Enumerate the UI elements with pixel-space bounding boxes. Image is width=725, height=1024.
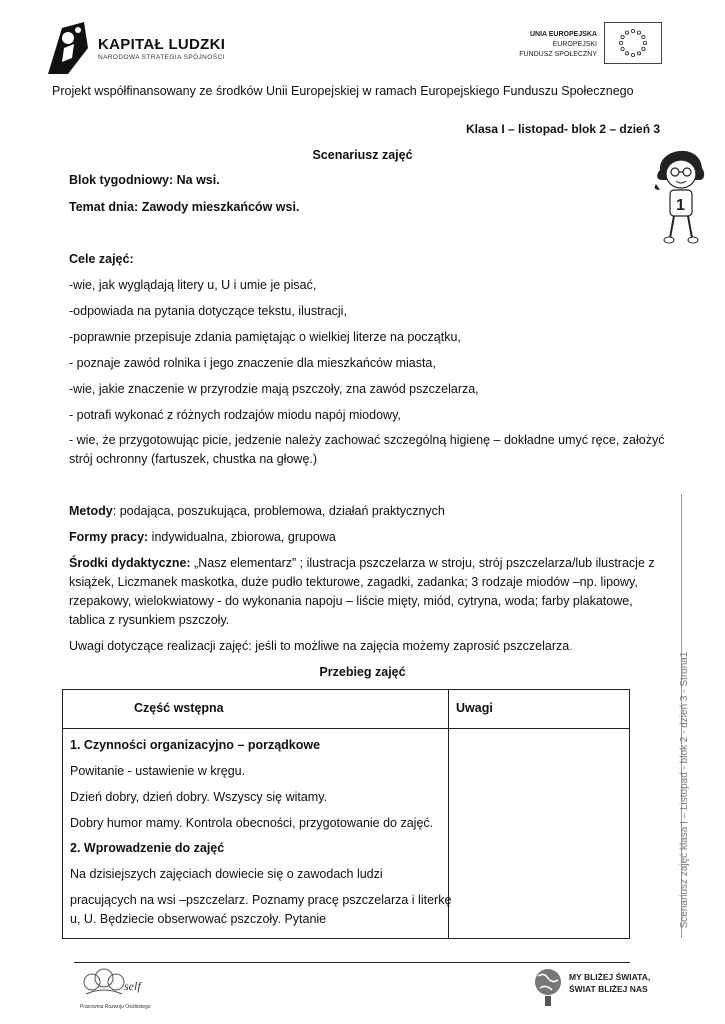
self-caption: Pracownia Rozwoju Osobistego	[80, 1004, 151, 1010]
lesson-table	[62, 689, 630, 939]
footer-slogan-line-2: ŚWIAT BLIŻEJ NAS	[569, 984, 648, 994]
work-forms-value: indywidualna, zbiorowa, grupowa	[148, 530, 336, 544]
goal-item-last-line-2: strój ochronny (fartuszek, chustka na głowę.)	[69, 452, 318, 466]
goal-item: -wie, jak wyglądają litery u, U i umie je pisać,	[69, 278, 317, 292]
kapital-ludzki-logo	[44, 18, 234, 76]
implementation-notes	[69, 639, 573, 653]
weekly-block-label: Blok tygodniowy	[69, 173, 169, 187]
implementation-notes-text: Uwagi dotyczące realizacji zajęć: jeśli to możliwe na zajęcia możemy zaprosić pszczelarza	[69, 639, 570, 653]
goal-item: - poznaje zawód rolnika i jego znaczenie dla mieszkańców miasta,	[69, 356, 436, 370]
svg-text:self: self	[124, 979, 141, 993]
document-title: Scenariusz zajęć	[312, 148, 413, 162]
table-row: pracujących na wsi –pszczelarz. Poznamy pracę pszczelarza i literkę	[70, 893, 452, 907]
table-header-notes: Uwagi	[456, 701, 493, 715]
goals-heading	[69, 252, 134, 266]
teaching-aids-line-2: książek, Liczmanek maskotka, duże pudło tekturowe, zagadki, zadanka; 3 rodzaje miodów –np. lipowy,	[69, 575, 638, 589]
teaching-aids-text-1: „Nasz elementarz” ; ilustracja pszczelarza w stroju, strój pszczelarza/lub ilustracje z	[190, 556, 655, 570]
weekly-block-value: : Na wsi.	[169, 173, 220, 187]
project-cofinancing-line: Projekt współfinansowany ze środków Unii Europejskiej w ramach Europejskiego Funduszu Społecznego	[52, 84, 634, 98]
goal-item: -wie, jakie znaczenie w przyrodzie mają pszczoły, zna zawód pszczelarza,	[69, 382, 479, 396]
goal-item: -odpowiada na pytania dotyczące tekstu, ilustracji,	[69, 304, 347, 318]
table-row: Na dzisiejszych zajęciach dowiecie się o zawodach ludzi	[70, 867, 383, 881]
class-info: Klasa I – listopad- blok 2 – dzień 3	[466, 122, 661, 136]
eu-line-3: FUNDUSZ SPOŁECZNY	[519, 51, 597, 58]
logo-title: KAPITAŁ LUDZKI	[98, 36, 226, 53]
mascot-number: 1	[676, 197, 685, 214]
table-row: Dobry humor mamy. Kontrola obecności, przygotowanie do zajęć.	[70, 816, 434, 830]
table-row: Powitanie - ustawienie w kręgu.	[70, 764, 246, 778]
day-topic-text: Temat dnia: Zawody mieszkańców wsi.	[69, 200, 300, 214]
goal-item: -poprawnie przepisuje zdania pamiętając o wielkiej literze na początku,	[69, 330, 461, 344]
table-row: Dzień dobry, dzień dobry. Wszyscy się witamy.	[70, 790, 328, 804]
work-forms	[69, 530, 336, 544]
mascot-girl-icon	[650, 140, 710, 250]
eu-label	[519, 30, 597, 60]
methods-value: : podająca, poszukująca, problemowa, działań praktycznych	[112, 504, 445, 518]
work-forms-label: Formy pracy:	[69, 530, 149, 544]
globe-icon	[532, 964, 564, 1010]
teaching-aids-line-4: tablica z rysunkiem pszczoły.	[69, 613, 230, 627]
table-section-organizational: 1. Czynności organizacyjno – porządkowe	[70, 738, 321, 752]
lesson-course-heading: Przebieg zajęć	[319, 665, 406, 679]
implementation-notes-dot: .	[569, 639, 573, 653]
table-row: u, U. Będziecie obserwować pszczoły. Pytanie	[70, 912, 327, 926]
eu-line-1: UNIA EUROPEJSKA	[529, 31, 597, 38]
day-topic	[69, 200, 299, 214]
table-section-introduction: 2. Wprowadzenie do zajęć	[70, 841, 225, 855]
eu-line-2: EUROPEJSKI	[552, 41, 597, 48]
footer-slogan-line-1: MY BLIŻEJ ŚWIATA,	[569, 972, 651, 982]
kapital-ludzki-emblem-icon	[44, 18, 92, 76]
eu-flag-icon	[604, 22, 662, 64]
teaching-aids-line-1	[69, 556, 655, 570]
weekly-block	[69, 173, 220, 187]
teaching-aids-line-3: rzepakowy, wielokwiatowy - do wykonania napoju – liście mięty, miód, cytryna, woda; farby plakatowe,	[69, 594, 633, 608]
goal-item-last-line-1: - wie, że przygotowując picie, jedzenie należy zachować szczególną higienę – dokładne umyć ręce, założyć	[69, 433, 665, 447]
methods	[69, 504, 445, 518]
goals-heading-text: Cele zajęć:	[69, 252, 134, 266]
footer-divider	[74, 962, 630, 963]
methods-label: Metody	[69, 504, 113, 518]
goal-item: - potrafi wykonać z różnych rodzajów miodu napój miodowy,	[69, 408, 401, 422]
teaching-aids-label: Środki dydaktyczne:	[69, 556, 191, 570]
side-page-footer-text: Scenariusz zajęć klasa I – Listopad - blok 2 - dzień 3 - Strona1	[679, 651, 690, 929]
logo-subtitle: NARODOWA STRATEGIA SPÓJNOŚCI	[98, 54, 225, 61]
table-header-intro: Część wstępna	[134, 701, 224, 715]
